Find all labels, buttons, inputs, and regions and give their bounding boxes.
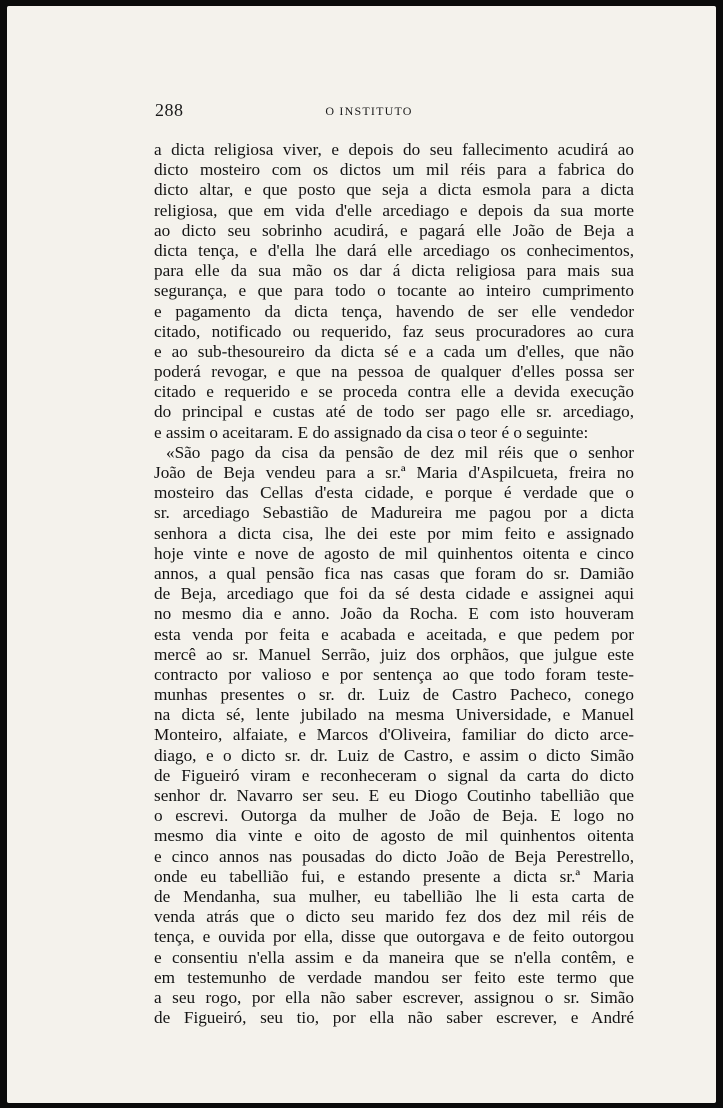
text-line: e ao sub-thesoureiro da dicta sé e a cada um d'elles, que não xyxy=(154,341,634,361)
page-number: 288 xyxy=(155,100,184,120)
text-line: Monteiro, alfaiate, e Marcos d'Oliveira, familiar do dicto arce- xyxy=(154,725,634,745)
book-page xyxy=(7,6,716,1103)
text-line: e pagamento da dicta tença, havendo de ser elle vendedor xyxy=(154,301,634,321)
text-line: a dicta religiosa viver, e depois do seu fallecimento acudirá ao xyxy=(154,140,634,159)
text-line: hoje vinte e nove de agosto de mil quinhentos oitenta e cinco xyxy=(154,543,634,563)
text-line: poderá revogar, e que na pessoa de qualquer d'elles possa ser xyxy=(154,362,634,382)
text-line: munhas presentes o sr. dr. Luiz de Castro Pacheco, conego xyxy=(154,685,634,705)
text-line: senhor dr. Navarro ser seu. E eu Diogo Coutinho tabellião que xyxy=(154,786,634,805)
running-title: O INSTITUTO xyxy=(325,104,413,118)
text-line: esta venda por feita e acabada e aceitada, e que pedem por xyxy=(154,624,634,644)
text-line: e consentiu n'ella assim e da maneira que se n'ella contêm, e xyxy=(154,947,634,967)
text-line: para elle da sua mão os dar á dicta religiosa para mais sua xyxy=(154,261,634,281)
text-line: «São pago da cisa da pensão de dez mil réis que o senhor xyxy=(166,442,634,462)
text-line: annos, a qual pensão fica nas casas que foram do sr. Damião xyxy=(154,563,634,583)
text-line: no mesmo dia e anno. João da Rocha. E com isto houveram xyxy=(154,604,634,624)
text-line: e assim o aceitaram. E do assignado da cisa o teor é o seguinte: xyxy=(154,422,589,442)
text-line: do principal e custas até de todo ser pago elle sr. arcediago, xyxy=(154,402,634,422)
text-line: mosteiro das Cellas d'esta cidade, e porque é verdade que o xyxy=(154,483,634,503)
text-line: mesmo dia vinte e oito de agosto de mil quinhentos oitenta xyxy=(154,826,634,846)
text-line: diago, e o dicto sr. dr. Luiz de Castro, e assim o dicto Simão xyxy=(154,745,634,765)
text-line: onde eu tabellião fui, e estando presente a dicta sr.ª Maria xyxy=(154,866,634,886)
text-line: dicta tença, e d'ella lhe dará elle arcediago os conhecimentos, xyxy=(154,240,634,260)
text-line: em testemunho de verdade mandou ser feito este termo que xyxy=(154,967,634,987)
text-line: mercê ao sr. Manuel Serrão, juiz dos orphãos, que julgue este xyxy=(154,644,634,664)
text-line: tença, e ouvida por ella, disse que outorgava e de feito outorgou xyxy=(154,927,634,947)
text-line: venda atrás que o dicto seu marido fez dos dez mil réis de xyxy=(154,907,634,927)
body-text xyxy=(154,140,634,1028)
text-line: de Beja, arcediago que foi da sé desta cidade e assignei aqui xyxy=(154,584,634,604)
text-line: contracto por valioso e por sentença ao que todo foram teste- xyxy=(154,664,634,684)
text-line: na dicta sé, lente jubilado na mesma Universidade, e Manuel xyxy=(154,705,634,725)
text-line: ao dicto seu sobrinho acudirá, e pagará elle João de Beja a xyxy=(154,220,634,240)
text-line: de Figueiró viram e reconheceram o signal da carta do dicto xyxy=(154,765,634,785)
text-line: segurança, e que para todo o tocante ao inteiro cumprimento xyxy=(154,281,634,301)
text-line: João de Beja vendeu para a sr.ª Maria d'Aspilcueta, freira no xyxy=(154,463,634,482)
text-line: e cinco annos nas pousadas do dicto João de Beja Perestrello, xyxy=(154,846,634,866)
text-line: citado e requerido e se proceda contra elle a devida execução xyxy=(154,382,634,402)
text-line: religiosa, que em vida d'elle arcediago e depois da sua morte xyxy=(154,200,634,220)
text-line: a seu rogo, por ella não saber escrever, assignou o sr. Simão xyxy=(154,987,634,1007)
text-line: de Figueiró, seu tio, por ella não saber escrever, e André xyxy=(154,1008,634,1028)
text-line: sr. arcediago Sebastião de Madureira me pagou por a dicta xyxy=(154,503,634,523)
text-line: senhora a dicta cisa, lhe dei este por mim feito e assignado xyxy=(154,523,634,543)
text-line: de Mendanha, sua mulher, eu tabellião lhe li esta carta de xyxy=(154,886,634,906)
text-line: citado, notificado ou requerido, faz seus procuradores ao cura xyxy=(154,321,634,341)
text-line: dicto altar, e que posto que seja a dicta esmola para a dicta xyxy=(154,180,634,200)
text-line: dicto mosteiro com os dictos um mil réis para a fabrica do xyxy=(154,160,634,180)
text-line: o escrevi. Outorga da mulher de João de Beja. E logo no xyxy=(154,806,634,826)
